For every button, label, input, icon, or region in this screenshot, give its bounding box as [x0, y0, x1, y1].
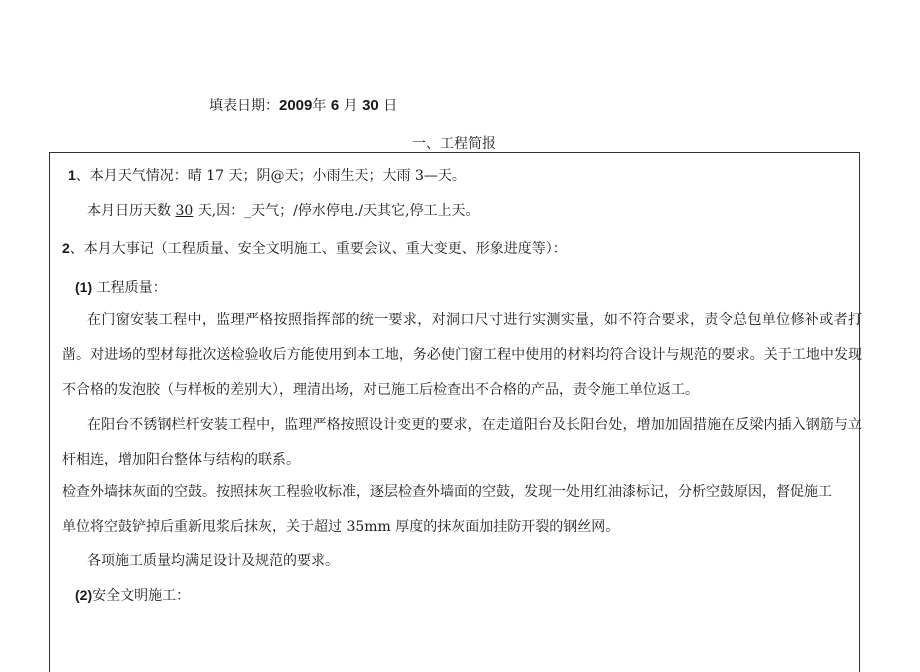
events-text: 、本月大事记（工程质量、安全文明施工、重要会议、重大变更、形象进度等）：	[69, 241, 567, 257]
weather-text: 、本月天气情况：晴 17 天；阴@天；小雨生天；大雨 3—天。	[75, 168, 466, 184]
quality-paragraph-plaster-line2: 单位将空鼓铲掉后重新甩浆后抹灰，关于超过 35mm 厚度的抹灰面加挂防开裂的钢丝网。	[62, 519, 620, 535]
date-month: 6	[330, 97, 340, 114]
fill-date	[209, 95, 397, 115]
quality-number: (1)	[75, 279, 93, 295]
calendar-prefix: 本月日历天数	[87, 203, 176, 219]
calendar-suffix: 天,因：_天气；/停水停电./天其它,停工上天。	[193, 203, 480, 219]
weather-line	[68, 165, 466, 185]
calendar-days: 30	[175, 203, 194, 219]
quality-paragraph-plaster-line1: 检查外墙抹灰面的空鼓。按照抹灰工程验收标准，逐层检查外墙面的空鼓，发现一处用红油漆标记，分析空鼓原因，督促施工	[62, 484, 832, 500]
events-line	[62, 238, 567, 258]
quality-paragraph-doors: 在门窗安装工程中，监理严格按照指挥部的统一要求，对洞口尺寸进行实测实量，如不符合要求，责令总包单位修补或者打凿。对进场的型材每批次送检验收后方能使用到本工地，务必使门窗工程中使用的材料均符合设计与规范的要求。关于工地中发现不合格的发泡胶（与样板的差别大），理清出场，对已施工后检查出不合格的产品，责令施工单位返工。	[62, 312, 862, 398]
date-year-unit: 年	[312, 98, 327, 114]
date-day: 30	[362, 97, 379, 114]
quality-heading	[75, 277, 167, 297]
date-year: 2009	[279, 97, 313, 114]
calendar-line	[87, 200, 480, 220]
safety-heading	[75, 585, 190, 605]
date-month-unit: 月	[343, 98, 358, 114]
section-title: 一、工程简报	[412, 136, 496, 152]
safety-label: 安全文明施工：	[92, 588, 191, 604]
date-label: 填表日期：	[209, 98, 279, 114]
quality-label: 工程质量：	[92, 280, 167, 296]
weather-number: 1	[68, 167, 76, 183]
date-day-unit: 日	[383, 98, 398, 114]
safety-number: (2)	[75, 587, 93, 603]
quality-conclusion: 各项施工质量均满足设计及规范的要求。	[87, 553, 339, 569]
events-number: 2	[62, 240, 70, 256]
quality-paragraph-railings: 在阳台不锈钢栏杆安装工程中，监理严格按照设计变更的要求，在走道阳台及长阳台处，增加加固措施在反梁内插入钢筋与立杆相连，增加阳台整体与结构的联系。	[62, 417, 862, 468]
